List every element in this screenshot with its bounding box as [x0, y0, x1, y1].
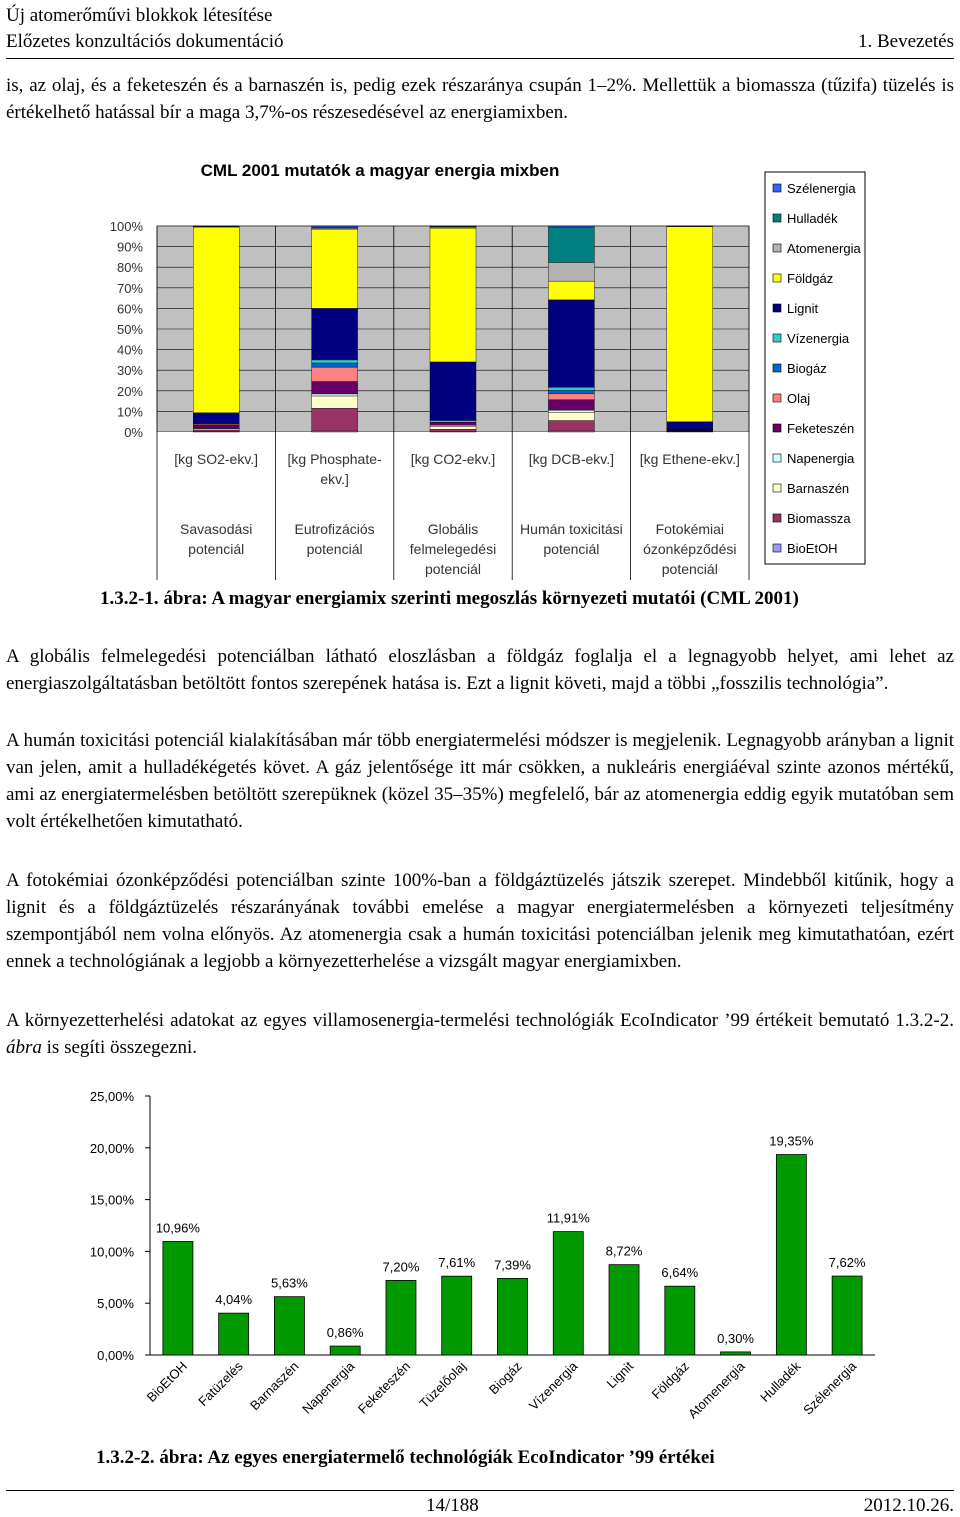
chart1-bar-segment [430, 228, 476, 362]
chart1-legend-label: Hulladék [787, 211, 838, 226]
chart1-category-label: Savasodási [180, 521, 252, 537]
chart1-legend-swatch [773, 364, 781, 372]
chart1-legend-swatch [773, 484, 781, 492]
chart1-bar-segment [430, 426, 476, 429]
chart1-bar-segment [548, 390, 594, 393]
chart1-legend-swatch [773, 184, 781, 192]
paragraph-4-em: ábra [6, 1037, 42, 1058]
chart1-category-label: Fotokémiai [656, 521, 724, 537]
cml-stacked-chart [95, 152, 895, 582]
ecoindicator-bar-chart [60, 1080, 880, 1450]
chart1-unit-label: [kg Phosphate- [288, 451, 383, 467]
chart1-category-label: Humán toxicitási [520, 521, 623, 537]
chart2-bar [665, 1286, 695, 1355]
chart1-title: CML 2001 mutatók a magyar energia mixben [201, 161, 560, 180]
chart2-bar [498, 1278, 528, 1355]
chart1-bar-segment [312, 360, 358, 363]
chart1-bar-segment [430, 422, 476, 425]
chart2-ytick-label: 5,00% [97, 1296, 134, 1311]
chart1-unit-label: [kg SO2-ekv.] [174, 451, 258, 467]
chart2-category-label: Földgáz [649, 1359, 692, 1402]
chart1-bar-segment [548, 400, 594, 410]
chart1-legend-swatch [773, 544, 781, 552]
chart1-category-label: potenciál [188, 541, 244, 557]
chart1-bar-segment [430, 429, 476, 431]
chart1-bar-segment [430, 362, 476, 419]
chart1-legend-swatch [773, 454, 781, 462]
footer-date: 2012.10.26. [864, 1495, 954, 1517]
chart2-value-label: 8,72% [606, 1244, 643, 1259]
chart1-bar-segment [312, 408, 358, 431]
paragraph-3: A fotokémiai ózonképződési potenciálban szinte 100%-ban a földgáztüzelés játszik szerepet. Mindebből kitűnik, hogy a lignit és a földgáztüzelés részarányának további emelése a magyar energiatermelésben a környezeti teljesítmény szempontjából nem volna előnyös. Az atomenergia csak a humán toxicitási potenciálban jelenik meg kimutathatóan, ezért ennek a technológiának a legjobb a környezetterhelése a vizsgált magyar energiamixben. [6, 867, 954, 975]
chart2-ytick-label: 20,00% [90, 1141, 135, 1156]
chart1-bar-segment [548, 387, 594, 390]
chart2-category-label: Hulladék [757, 1358, 804, 1405]
chart1-unit-label: ekv.] [320, 471, 349, 487]
chart2-bar [274, 1297, 304, 1355]
chart2-category-label: Fatüzelés [195, 1358, 246, 1409]
chart2-category-label: Szélenergia [800, 1358, 860, 1418]
chart2-bar [609, 1265, 639, 1355]
chart2-bar [832, 1276, 862, 1355]
chart2-bar [442, 1276, 472, 1355]
chart2-value-label: 4,04% [215, 1292, 252, 1307]
chart1-ytick-label: 90% [117, 240, 143, 255]
header-section: 1. Bevezetés [858, 31, 954, 53]
chart1-legend-label: Feketeszén [787, 421, 854, 436]
paragraph-2: A humán toxicitási potenciál kialakításában már több energiatermelési módszer is megjelenik. Legnagyobb arányban a lignit van jelen, amit a hulladékégetés követ. A gáz jelentősége itt már csökken, a nukleáris energiáéval szinte azonos mértékű, ami az energiatermelésben betöltött szerepüknek (közel 35–35%) megfelelő, bár az atomenergia eddig egyik mutatóban sem volt értékelhetően kimutatható. [6, 727, 954, 835]
chart1-bar-segment [667, 227, 713, 422]
chart2-value-label: 7,39% [494, 1257, 531, 1272]
paragraph-1: A globális felmelegedési potenciálban látható eloszlásban a földgáz foglalja el a legnagyobb helyet, ami lehet az energiaszolgáltatásban betöltött fontos szerepének hatása is. Ezt a lignit követi, majd a többi „fosszilis technológia”. [6, 643, 954, 697]
chart1-bar-segment [193, 425, 239, 428]
chart2-value-label: 7,61% [438, 1255, 475, 1270]
chart2-value-label: 10,96% [156, 1220, 201, 1235]
chart1-legend-label: BioEtOH [787, 541, 838, 556]
chart1-bar-segment [193, 413, 239, 423]
header-subtitle: Előzetes konzultációs dokumentáció [6, 31, 284, 53]
chart1-bar-segment [548, 410, 594, 412]
chart1-ytick-label: 20% [117, 384, 143, 399]
chart1-legend-swatch [773, 514, 781, 522]
chart2-bar [330, 1346, 360, 1355]
paragraph-4-a: A környezetterhelési adatokat az egyes villamosenergia-termelési technológiák EcoIndicator ’99 értékeit bemutató 1.3.2-2. [6, 1010, 954, 1031]
chart1-legend-swatch [773, 394, 781, 402]
chart1-bar-segment [548, 394, 594, 400]
chart1-bar-segment [430, 421, 476, 422]
chart2-value-label: 11,91% [547, 1211, 591, 1226]
chart1-legend-swatch [773, 424, 781, 432]
chart2-value-label: 19,35% [769, 1134, 814, 1149]
chart2-bar [219, 1313, 249, 1355]
chart2-bar [721, 1352, 751, 1355]
chart2-bar [776, 1155, 806, 1355]
chart1-bar-segment [312, 308, 358, 360]
chart1-bar-segment [312, 363, 358, 367]
chart1-bar-segment [312, 382, 358, 394]
chart1-category-label: potenciál [543, 541, 599, 557]
chart2-ytick-label: 15,00% [90, 1193, 135, 1208]
chart2-category-label: Napenergia [299, 1358, 358, 1417]
chart1-category-label: Globális [428, 521, 479, 537]
chart2-category-label: Barnaszén [247, 1359, 302, 1414]
chart2-ytick-label: 25,00% [90, 1089, 135, 1104]
chart1-legend-label: Földgáz [787, 271, 833, 286]
chart2-value-label: 6,64% [661, 1265, 698, 1280]
chart1-bar-segment [548, 412, 594, 420]
chart2-category-label: Vízenergia [526, 1358, 581, 1413]
figure2-caption: 1.3.2-2. ábra: Az egyes energiatermelő technológiák EcoIndicator ’99 értékei [96, 1447, 715, 1469]
chart2-value-label: 7,20% [383, 1259, 420, 1274]
header-title: Új atomerőművi blokkok létesítése [6, 5, 272, 27]
chart1-ytick-label: 80% [117, 260, 143, 275]
chart1-bar-segment [312, 396, 358, 408]
chart2-bar [553, 1232, 583, 1355]
chart1-category-label: Eutrofizációs [295, 521, 375, 537]
chart2-value-label: 7,62% [829, 1255, 866, 1270]
chart1-bar-segment [193, 227, 239, 413]
chart1-category-label: potenciál [425, 561, 481, 577]
figure1-caption: 1.3.2-1. ábra: A magyar energiamix szerinti megoszlás környezeti mutatói (CML 2001) [100, 588, 799, 610]
chart2-bar [386, 1280, 416, 1355]
chart2-value-label: 5,63% [271, 1276, 308, 1291]
chart1-bar-segment [312, 394, 358, 396]
chart1-unit-label: [kg CO2-ekv.] [411, 451, 496, 467]
chart2-category-label: Atomenergia [685, 1358, 748, 1421]
chart1-legend-label: Vízenergia [787, 331, 850, 346]
chart2-value-label: 0,86% [327, 1325, 364, 1340]
chart2-category-label: Biogáz [486, 1359, 525, 1398]
chart1-bar-segment [548, 421, 594, 431]
chart1-ytick-label: 30% [117, 363, 143, 378]
chart1-bar-segment [312, 367, 358, 381]
chart1-unit-label: [kg Ethene-ekv.] [640, 451, 740, 467]
chart2-category-label: Tüzelőolaj [416, 1358, 469, 1411]
paragraph-4 [6, 1007, 954, 1061]
chart1-legend-label: Lignit [787, 301, 818, 316]
chart1-legend-swatch [773, 304, 781, 312]
chart2-value-label: 0,30% [717, 1331, 754, 1346]
page-footer [6, 1490, 954, 1517]
chart1-bar-segment [548, 226, 594, 227]
chart2-category-label: Lignit [604, 1358, 637, 1391]
chart2-category-label: Feketeszén [355, 1359, 413, 1417]
chart1-legend-label: Szélenergia [787, 181, 856, 196]
chart1-legend-label: Atomenergia [787, 241, 861, 256]
chart1-bar-segment [548, 300, 594, 387]
chart1-category-label: potenciál [662, 561, 718, 577]
chart1-bar-segment [548, 262, 594, 281]
intro-paragraph: is, az olaj, és a feketeszén és a barnaszén is, pedig ezek részaránya csupán 1–2%. Mellettük a biomassza (tűzifa) tüzelés is értékelhető hatással bír a maga 3,7%-os részesedésével az energiamixben. [6, 72, 954, 126]
chart1-ytick-label: 50% [117, 322, 143, 337]
chart1-category-label: felmelegedési [410, 541, 496, 557]
chart1-bar-segment [312, 229, 358, 308]
chart1-legend-label: Biomassza [787, 511, 851, 526]
page-number: 14/188 [426, 1495, 479, 1517]
chart1-ytick-label: 0% [124, 425, 143, 440]
chart1-bar-segment [667, 422, 713, 429]
chart1-legend-label: Barnaszén [787, 481, 849, 496]
chart1-legend-label: Olaj [787, 391, 810, 406]
chart1-bar-segment [193, 430, 239, 431]
chart2-ytick-label: 10,00% [90, 1244, 135, 1259]
chart1-ytick-label: 70% [117, 281, 143, 296]
chart1-ytick-label: 100% [110, 219, 144, 234]
chart2-ytick-label: 0,00% [97, 1348, 134, 1363]
chart2-bar [163, 1241, 193, 1355]
chart1-legend-swatch [773, 334, 781, 342]
chart1-category-label: ózonképződési [643, 541, 736, 557]
chart1-bar-segment [312, 226, 358, 227]
chart1-bar-segment [548, 281, 594, 300]
chart1-bar-segment [548, 227, 594, 262]
chart1-category-label: potenciál [307, 541, 363, 557]
chart1-legend-swatch [773, 214, 781, 222]
chart1-ytick-label: 60% [117, 301, 143, 316]
chart2-category-label: BioEtOH [144, 1359, 190, 1405]
chart1-legend-swatch [773, 274, 781, 282]
chart1-ytick-label: 40% [117, 343, 143, 358]
chart1-legend-label: Biogáz [787, 361, 827, 376]
page-header [6, 2, 954, 59]
chart1-unit-label: [kg DCB-ekv.] [529, 451, 614, 467]
paragraph-4-b: is segíti összegezni. [42, 1037, 197, 1058]
chart1-legend-label: Napenergia [787, 451, 855, 466]
chart1-ytick-label: 10% [117, 404, 143, 419]
chart1-legend-swatch [773, 244, 781, 252]
